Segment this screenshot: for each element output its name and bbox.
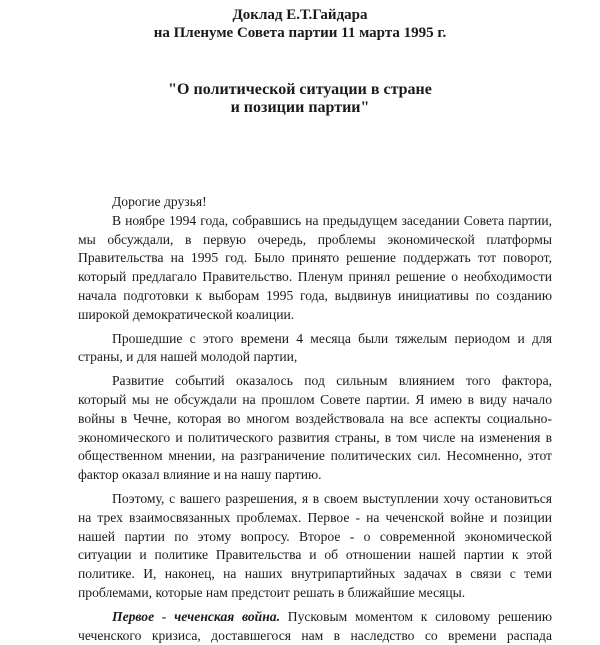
text-line: страны, и для нашей молодой партии,: [78, 349, 298, 365]
text-line: нашей партии по этому вопросу. Второе - о современной экономической: [78, 528, 552, 544]
report-author-heading: Доклад Е.Т.Гайдара: [232, 7, 368, 23]
section-lead-rest: Пусковым моментом к силовому решению: [280, 608, 553, 624]
report-body: [78, 193, 552, 645]
section-lead: Первое - чеченская война.: [112, 608, 280, 624]
text-line: Прошедшие с этого времени 4 месяца были тяжелым периодом и для: [112, 330, 552, 346]
text-line: мы обсуждали, в первую очередь, проблемы экономической платформы: [78, 231, 552, 247]
text-line: Развитие событий оказалось под сильным влиянием того фактора,: [112, 373, 552, 389]
report-event-heading: на Пленуме Совета партии 11 марта 1995 г.: [153, 25, 447, 41]
text-line: политике. И, наконец, на наших внутрипартийных задачах в связи с теми: [78, 566, 552, 582]
greeting: Дорогие друзья!: [112, 194, 207, 209]
text-line: В ноябре 1994 года, собравшись на предыдущем заседании Совета партии,: [112, 212, 552, 228]
paragraph-2: [78, 330, 552, 368]
text-line: Правительства на 1995 год. Было принято решение поддержать тот поворот,: [78, 250, 552, 266]
paragraph-5: [78, 608, 552, 645]
text-line: экономического и политического развития страны, в том числе на изменения в: [78, 429, 552, 445]
text-line: проблемами, которые нам предстоит решать в ближайшие месяцы.: [78, 584, 466, 600]
paragraph-1: [78, 212, 552, 325]
text-line: Поэтому, с вашего разрешения, я в своем выступлении хочу остановиться: [112, 490, 552, 506]
text-line: на трех взаимосвязанных проблемах. Первое - на чеченской войне и позиции: [78, 509, 552, 525]
text-line: фактор оказал влияние и на нашу партию.: [78, 467, 322, 483]
text-line: [78, 608, 552, 627]
text-line: широкой демократической коалиции.: [78, 306, 295, 322]
text-line: который мы не обсуждали на прошлом Совете партии. Я имею в виду начало: [78, 391, 552, 407]
text-line: чеченского кризиса, доставшегося нам в наследство со времени распада: [78, 627, 552, 643]
text-line: общественном мнении, на разграничение политических сил. Несомненно, этот: [78, 448, 552, 464]
text-line: войны в Чечне, которая во многом воздействовала на все аспекты социально-: [78, 410, 552, 426]
text-line: ситуации и политике Правительства и об отношении нашей партии к этой: [78, 547, 552, 563]
report-title-line-2: и позиции партии": [230, 99, 370, 116]
paragraph-4: [78, 490, 552, 603]
report-title-line-1: "О политической ситуации в стране: [168, 81, 432, 98]
paragraph-3: [78, 372, 552, 485]
text-line: начала подготовки к выборам 1995 года, выдвинув инициативы по созданию: [78, 287, 552, 303]
text-line: который предлагало Правительство. Пленум принял решение о необходимости: [78, 269, 552, 285]
